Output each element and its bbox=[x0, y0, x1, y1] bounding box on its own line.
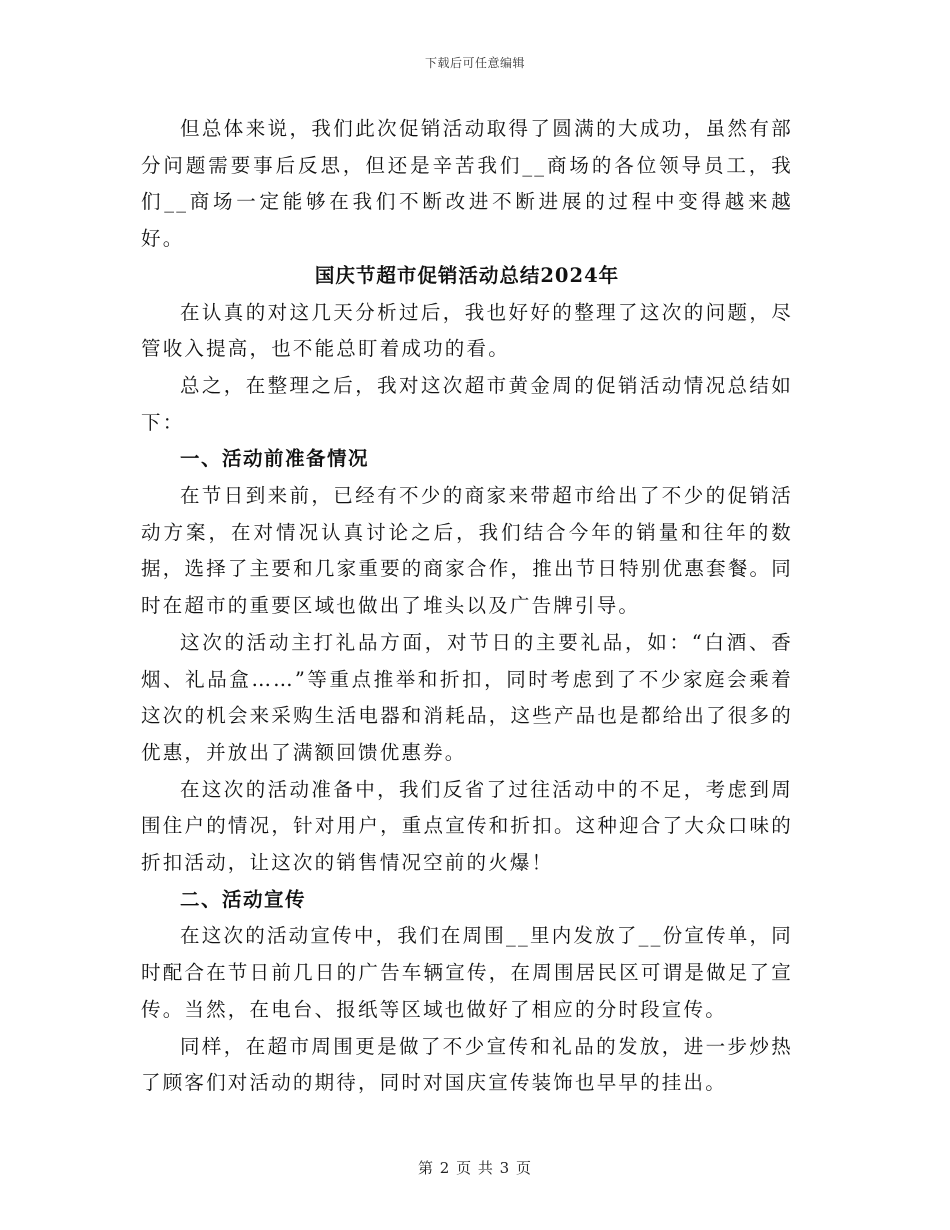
document-title: 国庆节超市促销活动总结2024年 bbox=[314, 263, 620, 287]
paragraph-6: 在这次的活动宣传中，我们在周围__里内发放了__份宣传单，同时配合在节日前几日的广告车辆宣传，在周围居民区可谓是做足了宣传。当然，在电台、报纸等区域也做好了相应的分时段宣传。 bbox=[141, 924, 793, 1021]
section-heading-2: 二、活动宣传 bbox=[180, 887, 307, 911]
paragraph-2: 总之，在整理之后，我对这次超市黄金周的促销活动情况总结如下： bbox=[141, 373, 793, 434]
paragraph-4: 这次的活动主打礼品方面，对节日的主要礼品，如：“白酒、香烟、礼品盒……”等重点推举和折扣，同时考虑到了不少家庭会乘着这次的机会来采购生活电器和消耗品，这些产品也是都给出了很多的优惠，并放出了满额回馈优惠券。 bbox=[141, 630, 793, 764]
paragraph-3: 在节日到来前，已经有不少的商家来带超市给出了不少的促销活动方案，在对情况认真讨论之后，我们结合今年的销量和往年的数据，选择了主要和几家重要的商家合作，推出节日特别优惠套餐。同时在超市的重要区域也做出了堆头以及广告牌引导。 bbox=[141, 484, 793, 618]
paragraph-7: 同样，在超市周围更是做了不少宣传和礼品的发放，进一步炒热了顾客们对活动的期待，同时对国庆宣传装饰也早早的挂出。 bbox=[141, 1034, 793, 1095]
document-body bbox=[141, 111, 793, 1102]
page-number: 第 2 页 共 3 页 bbox=[418, 1159, 532, 1177]
section-heading-1: 一、活动前准备情况 bbox=[180, 447, 370, 471]
paragraph-1: 在认真的对这几天分析过后，我也好好的整理了这次的问题，尽管收入提高，也不能总盯着成功的看。 bbox=[141, 300, 793, 361]
paragraph-5: 在这次的活动准备中，我们反省了过往活动中的不足，考虑到周围住户的情况，针对用户，重点宣传和折扣。这种迎合了大众口味的折扣活动，让这次的销售情况空前的火爆！ bbox=[141, 777, 793, 875]
header-note: 下载后可任意编辑 bbox=[424, 56, 525, 70]
paragraph-intro: 但总体来说，我们此次促销活动取得了圆满的大成功，虽然有部分问题需要事后反思，但还是辛苦我们__商场的各位领导员工，我们__商场一定能够在我们不断改进不断进展的过程中变得越来越好。 bbox=[141, 117, 793, 251]
